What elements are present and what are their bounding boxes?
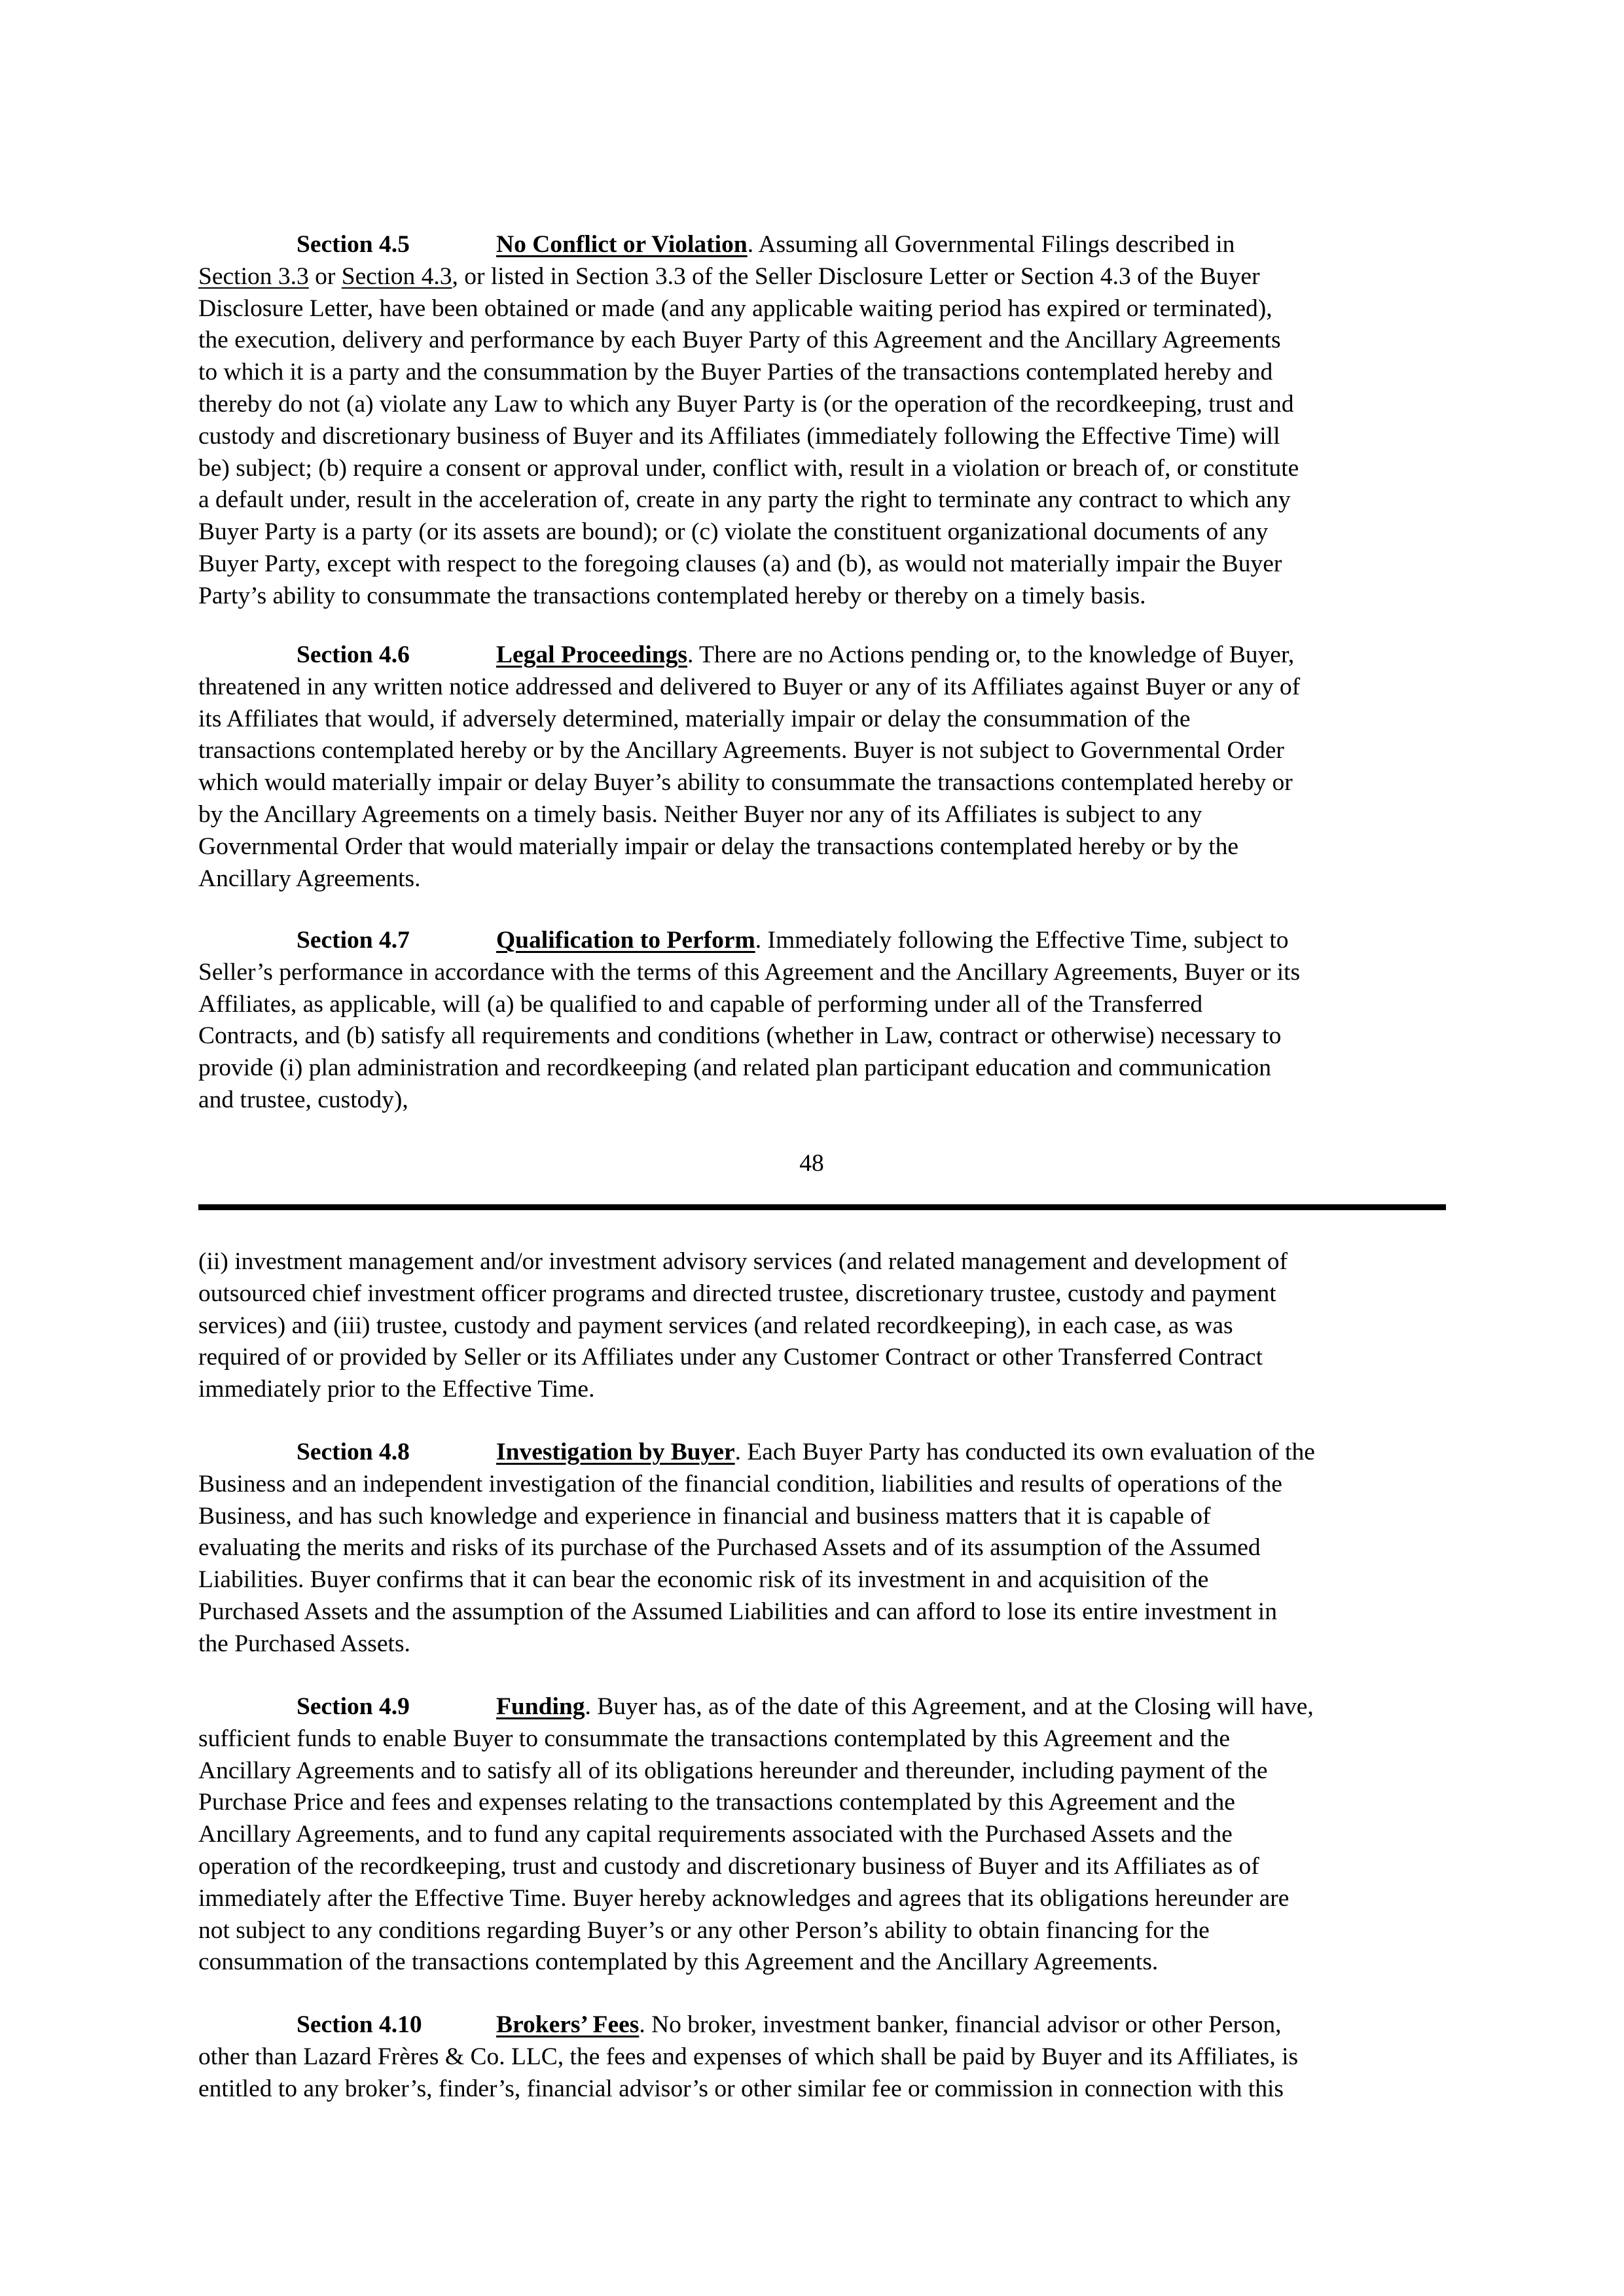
- text-line: [198, 581, 1446, 613]
- section-number: Section 4.6: [297, 641, 410, 668]
- text-line: [198, 229, 1446, 261]
- section-heading: Qualification to Perform: [496, 927, 755, 954]
- section-heading: Funding: [496, 1693, 585, 1720]
- cross-reference: Section 3.3: [198, 262, 309, 290]
- text-run: Immediately following the Effective Time, subject to: [761, 927, 1289, 954]
- text-line: [198, 293, 1446, 325]
- text-line: [198, 863, 1446, 895]
- text-run: .: [734, 1439, 741, 1465]
- text-line: [198, 261, 1446, 293]
- text-run: No broker, investment banker, financial advisor or other Person,: [645, 2011, 1282, 2038]
- text-line: [198, 1946, 1446, 1979]
- text-run: consummation of the transactions contemplated by this Agreement and the Ancillary Agreements.: [198, 1948, 1159, 1976]
- text-run: , or listed in Section 3.3 of the Seller Disclosure Letter or Section 4.3 of the Buyer: [452, 262, 1260, 290]
- text-line: [198, 735, 1446, 767]
- text-run: be) subject; (b) require a consent or approval under, conflict with, result in a violation or breach of, or constitute: [198, 454, 1299, 482]
- text-run: thereby do not (a) violate any Law to which any Buyer Party is (or the operation of the recordkeeping, trust and: [198, 390, 1294, 418]
- text-run: to which it is a party and the consummation by the Buyer Parties of the transactions contemplated hereby and: [198, 359, 1273, 386]
- text-line: required of or provided by Seller or its Affiliates under any Customer Contract or other Transferred Contract: [198, 1344, 1263, 1371]
- section-number: Section 4.5: [297, 231, 410, 258]
- text-run: a default under, result in the acceleration of, create in any party the right to terminate any contract to which any: [198, 486, 1291, 514]
- text-run: which would materially impair or delay Buyer’s ability to consummate the transactions contemplated hereby or: [198, 769, 1293, 797]
- text-line: immediately prior to the Effective Time.: [198, 1376, 595, 1403]
- text-run: Ancillary Agreements.: [198, 865, 421, 892]
- text-run: Buyer has, as of the date of this Agreement, and at the Closing will have,: [590, 1693, 1314, 1720]
- text-run: Each Buyer Party has conducted its own evaluation of the: [741, 1439, 1315, 1465]
- text-line: [198, 957, 1446, 989]
- text-line: [198, 1723, 1446, 1755]
- section-number: Section 4.8: [297, 1439, 410, 1465]
- text-line: [198, 1851, 1446, 1883]
- text-line: [198, 421, 1446, 453]
- text-line: [198, 1755, 1446, 1787]
- text-line: [198, 1691, 1446, 1723]
- section-number: Section 4.10: [297, 2011, 422, 2038]
- text-run: operation of the recordkeeping, trust and custody and discretionary business of Buyer and its Affiliates as of: [198, 1852, 1259, 1880]
- text-line: [198, 2073, 1446, 2106]
- text-line: services) and (iii) trustee, custody and payment services (and related recordkeeping), in each case, as was: [198, 1312, 1233, 1339]
- section-number: Section 4.7: [297, 927, 410, 954]
- text-run: and trustee, custody),: [198, 1086, 408, 1113]
- text-run: the Purchased Assets.: [198, 1630, 410, 1657]
- text-line: [198, 1819, 1446, 1851]
- text-line: [198, 548, 1446, 581]
- text-run: provide (i) plan administration and recordkeeping (and related plan participant education and communication: [198, 1054, 1271, 1082]
- text-run: Business and an independent investigation of the financial condition, liabilities and results of operations of the: [198, 1470, 1282, 1498]
- section-4-7: [198, 925, 1446, 1117]
- text-line: outsourced chief investment officer programs and directed trustee, discretionary trustee, custody and payment: [198, 1280, 1276, 1307]
- text-line: [198, 989, 1446, 1021]
- section-heading: No Conflict or Violation: [496, 231, 748, 258]
- text-line: [198, 516, 1446, 548]
- text-line: [198, 1020, 1446, 1052]
- text-run: evaluating the merits and risks of its purchase of the Purchased Assets and of its assumption of the Assumed: [198, 1534, 1261, 1562]
- text-line: [198, 639, 1446, 672]
- text-run: immediately after the Effective Time. Buyer hereby acknowledges and agrees that its obligations hereunder are: [198, 1884, 1290, 1912]
- section-4-10: [198, 2009, 1446, 2105]
- text-run: Buyer Party, except with respect to the foregoing clauses (a) and (b), as would not materially impair the Buyer: [198, 550, 1282, 577]
- continuation-paragraph: [198, 1246, 1446, 1406]
- text-run: sufficient funds to enable Buyer to consummate the transactions contemplated by this Agreement and the: [198, 1725, 1230, 1752]
- text-line: [198, 1501, 1446, 1533]
- section-heading: Brokers’ Fees: [496, 2011, 640, 2038]
- text-run: by the Ancillary Agreements on a timely basis. Neither Buyer nor any of its Affiliates is subject to any: [198, 800, 1202, 828]
- text-run: Liabilities. Buyer confirms that it can bear the economic risk of its investment in and acquisition of the: [198, 1566, 1209, 1594]
- text-run: Disclosure Letter, have been obtained or made (and any applicable waiting period has expired or terminated),: [198, 295, 1272, 322]
- text-line: [198, 453, 1446, 485]
- text-run: Business, and has such knowledge and experience in financial and business matters that it is capable of: [198, 1502, 1211, 1530]
- text-line: [198, 767, 1446, 799]
- text-run: the execution, delivery and performance by each Buyer Party of this Agreement and the Ancillary Agreements: [198, 327, 1281, 354]
- text-run: entitled to any broker’s, finder’s, financial advisor’s or other similar fee or commission in connection with this: [198, 2075, 1284, 2102]
- text-line: [198, 2041, 1446, 2073]
- section-4-5: [198, 229, 1446, 613]
- text-run: .: [747, 231, 754, 258]
- section-heading: Legal Proceedings: [496, 641, 687, 668]
- text-line: [198, 1628, 1446, 1660]
- page-number: 48: [799, 1150, 824, 1177]
- text-line: [198, 1469, 1446, 1501]
- text-line: [198, 799, 1446, 831]
- text-line: [198, 1787, 1446, 1819]
- section-4-9: [198, 1691, 1446, 1979]
- text-line: [198, 831, 1446, 863]
- cross-reference: Section 4.3: [341, 262, 452, 290]
- text-run: transactions contemplated hereby or by the Ancillary Agreements. Buyer is not subject to Governmental Order: [198, 737, 1284, 764]
- text-line: [198, 389, 1446, 421]
- text-line: [198, 1564, 1446, 1596]
- text-run: Seller’s performance in accordance with the terms of this Agreement and the Ancillary Agreements, Buyer or its: [198, 958, 1301, 986]
- text-run: .: [687, 641, 694, 668]
- text-line: [198, 672, 1446, 704]
- text-line: [198, 484, 1446, 516]
- text-line: [198, 1085, 1446, 1117]
- text-run: Affiliates, as applicable, will (a) be qualified to and capable of performing under all of the Transferred: [198, 990, 1203, 1018]
- text-line: [198, 1883, 1446, 1915]
- text-run: .: [755, 927, 762, 954]
- text-run: Assuming all Governmental Filings described in: [753, 231, 1235, 258]
- text-line: [198, 1596, 1446, 1628]
- text-run: Party’s ability to consummate the transactions contemplated hereby or thereby on a timely basis.: [198, 582, 1146, 609]
- section-4-6: [198, 639, 1446, 895]
- text-line: (ii) investment management and/or investment advisory services (and related management and development of: [198, 1248, 1288, 1275]
- text-line: [198, 1052, 1446, 1085]
- text-run: or: [308, 262, 342, 290]
- text-run: not subject to any conditions regarding Buyer’s or any other Person’s ability to obtain financing for the: [198, 1916, 1210, 1944]
- section-heading: Investigation by Buyer: [496, 1439, 735, 1465]
- page-break-rule: [198, 1204, 1446, 1210]
- text-run: Ancillary Agreements and to satisfy all of its obligations hereunder and thereunder, including payment of the: [198, 1757, 1268, 1784]
- text-line: [198, 1437, 1446, 1469]
- text-line: [198, 325, 1446, 357]
- text-run: Contracts, and (b) satisfy all requirements and conditions (whether in Law, contract or otherwise) necessary to: [198, 1022, 1282, 1050]
- text-run: custody and discretionary business of Buyer and its Affiliates (immediately following the Effective Time) will: [198, 422, 1280, 450]
- text-run: .: [639, 2011, 645, 2038]
- text-run: threatened in any written notice addressed and delivered to Buyer or any of its Affiliates against Buyer or any of: [198, 673, 1301, 700]
- text-run: Governmental Order that would materially impair or delay the transactions contemplated hereby or by the: [198, 833, 1239, 860]
- text-run: Purchase Price and fees and expenses relating to the transactions contemplated by this Agreement and the: [198, 1789, 1235, 1816]
- text-run: its Affiliates that would, if adversely determined, materially impair or delay the consummation of the: [198, 705, 1191, 732]
- text-line: [198, 357, 1446, 389]
- text-run: Buyer Party is a party (or its assets are bound); or (c) violate the constituent organizational documents of any: [198, 518, 1269, 546]
- text-line: [198, 704, 1446, 736]
- text-line: [198, 1915, 1446, 1947]
- text-line: [198, 2009, 1446, 2041]
- text-line: [198, 1532, 1446, 1564]
- text-run: .: [585, 1693, 591, 1720]
- text-run: There are no Actions pending or, to the knowledge of Buyer,: [693, 641, 1295, 668]
- text-run: other than Lazard Frères & Co. LLC, the fees and expenses of which shall be paid by Buyer and its Affiliates, is: [198, 2043, 1299, 2070]
- text-line: [198, 925, 1446, 957]
- text-run: Purchased Assets and the assumption of the Assumed Liabilities and can afford to lose its entire investment in: [198, 1598, 1277, 1625]
- section-4-8: [198, 1437, 1446, 1660]
- section-number: Section 4.9: [297, 1693, 410, 1720]
- text-run: Ancillary Agreements, and to fund any capital requirements associated with the Purchased Assets and the: [198, 1821, 1233, 1848]
